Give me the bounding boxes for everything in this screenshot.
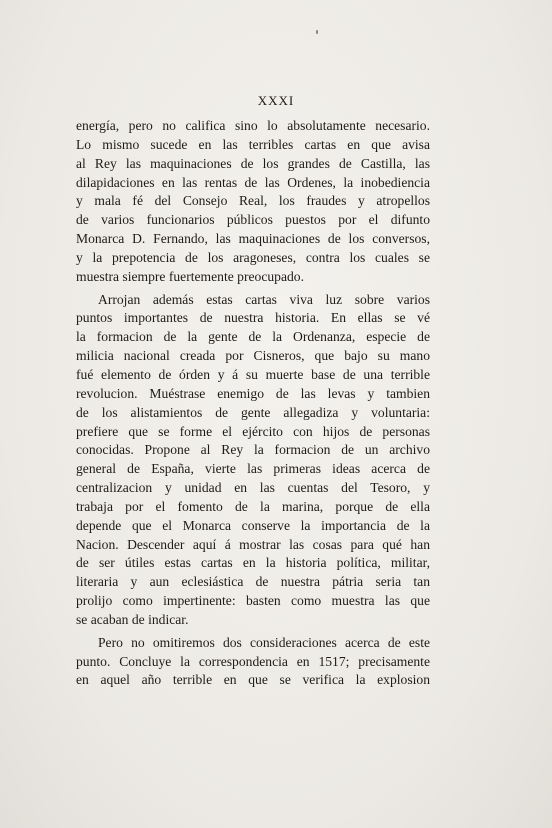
text-line: Lo mismo sucede en las terribles cartas en que avisa <box>76 136 430 152</box>
text-line: y la prepotencia de los aragoneses, contra los cuales se <box>76 249 430 265</box>
text-line: punto. Concluye la correspondencia en 1517; precisamente <box>76 653 430 669</box>
paper-speck <box>316 30 318 34</box>
text-line: y mala fé del Consejo Real, los fraudes y atropellos <box>76 193 430 209</box>
text-line: conocidas. Propone al Rey la formacion de un archivo <box>76 442 430 458</box>
text-line: Monarca D. Fernando, las maquinaciones de los conversos, <box>76 231 430 247</box>
text-line: fué elemento de órden y á su muerte base de una terrible <box>76 366 430 382</box>
text-line: puntos importantes de nuestra historia. En ellas se vé <box>76 310 430 326</box>
text-line: trabaja por el fomento de la marina, porque de ella <box>76 498 430 514</box>
text-line: Arrojan además estas cartas viva luz sobre varios <box>98 291 430 307</box>
text-line: al Rey las maquinaciones de los grandes de Castilla, las <box>76 155 430 171</box>
text-line: centralizacion y unidad en las cuentas del Tesoro, y <box>76 480 430 496</box>
text-line: dilapidaciones en las rentas de las Ordenes, la inobediencia <box>76 174 430 190</box>
text-line: la formacion de la gente de la Ordenanza, especie de <box>76 329 430 345</box>
text-line: milicia nacional creada por Cisneros, que bajo su mano <box>76 348 430 364</box>
text-line: prolijo como impertinente: basten como muestra las que <box>76 593 430 609</box>
text-line: Pero no omitiremos dos consideraciones acerca de este <box>98 634 430 650</box>
body-text <box>76 117 430 690</box>
text-line: de varios funcionarios públicos puestos por el difunto <box>76 212 430 228</box>
text-line: general de España, vierte las primeras ideas acerca de <box>76 461 430 477</box>
text-line: energía, pero no califica sino lo absolutamente necesario. <box>76 118 430 133</box>
text-line: literaria y aun eclesiástica de nuestra pátria seria tan <box>76 574 430 590</box>
text-line: de ser útiles estas cartas en la historia política, militar, <box>76 555 430 571</box>
text-line: en aquel año terrible en que se verifica la explosion <box>76 672 430 688</box>
text-line: se acaban de indicar. <box>76 611 189 627</box>
text-line: de los alistamientos de gente allegadiza y voluntaria: <box>76 404 430 420</box>
text-line: Nacion. Descender aquí á mostrar las cosas para qué han <box>76 536 430 552</box>
text-line: muestra siempre fuertemente preocupado. <box>76 268 304 284</box>
text-line: revolucion. Muéstrase enemigo de las levas y tambien <box>76 385 430 401</box>
text-line: prefiere que se forme el ejército con hijos de personas <box>76 423 430 439</box>
text-line: depende que el Monarca conserve la importancia de la <box>76 517 430 533</box>
page-number: XXXI <box>257 93 295 108</box>
